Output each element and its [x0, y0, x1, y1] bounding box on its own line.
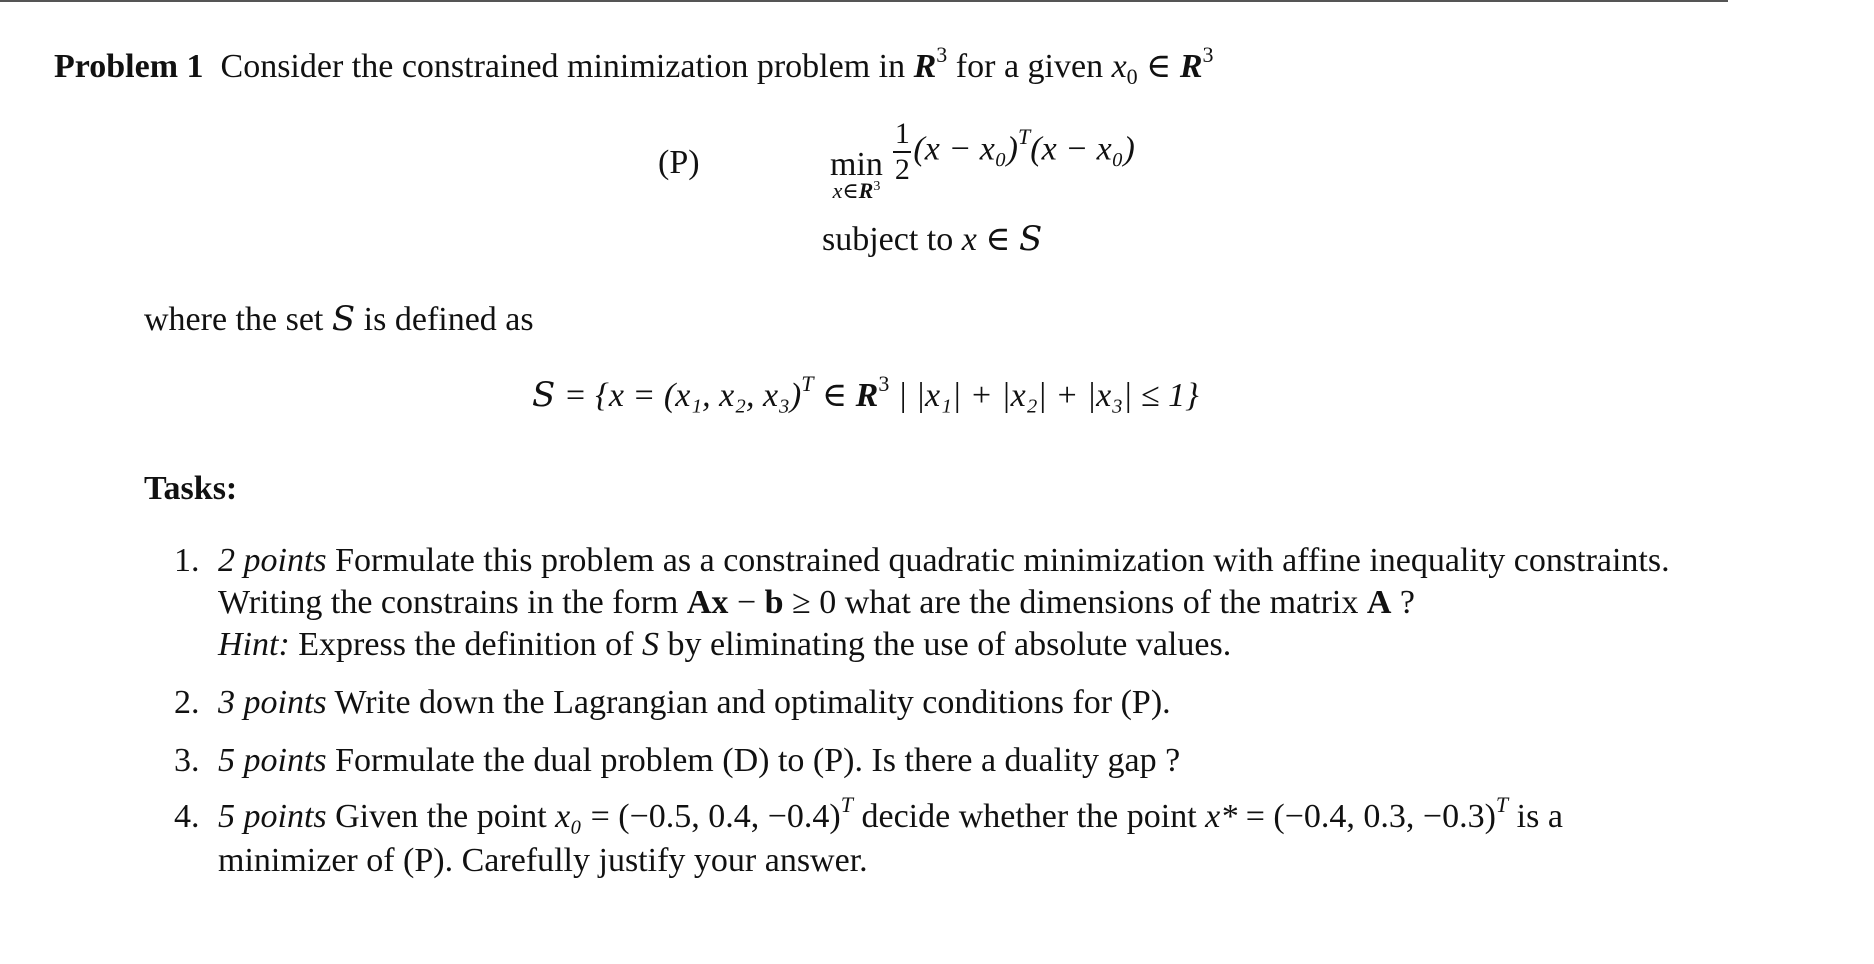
where-line: where the set S is defined as	[144, 299, 534, 339]
problem-intro-line: Problem 1 Consider the constrained minimization problem in $R^3$ for a given $x_0$ ∈ $R^3$	[54, 42, 1214, 89]
task-1: 1. 2 points Formulate this problem as a constrained quadratic minimization with affine inequality constraints.	[174, 542, 1670, 579]
objective-formula: min $x\in R^3$ $\frac{1}{2}$ $(x - x_0)^T(x - x_0)$	[830, 117, 1135, 203]
task-1-line-2: Writing the constrains in the form Ax − b ≥ 0 what are the dimensions of the matrix A ?	[218, 584, 1415, 621]
min-operator: min $x\in R^3$	[830, 146, 883, 203]
problem-heading: Problem 1	[54, 48, 204, 85]
task-4-line-2: minimizer of (P). Carefully justify your answer.	[218, 842, 868, 879]
one-half-fraction: $\frac{1}{2}$	[894, 117, 910, 186]
set-definition: S = {x = (x₁, x₂, x₃)$^T$ ∈ $R^3$ | |x₁| + |x₂| + |x₃| ≤ 1}	[532, 371, 1199, 415]
task-4: 4. 5 points Given the point x₀ = (−0.5, 0.4, −0.4)$^T$ decide whether the point x* = (−0.4, 0.3, −0.3)$^T$ is a	[174, 792, 1563, 835]
task-1-hint: Hint: Express the definition of S by eliminating the use of absolute values.	[218, 626, 1232, 663]
intro-text: Consider the constrained minimization problem in	[220, 48, 914, 85]
constraint-line: subject to x ∈ S	[822, 219, 1043, 259]
tasks-heading: Tasks:	[144, 470, 238, 507]
problem-label: (P)	[658, 144, 700, 181]
top-rule	[0, 0, 1728, 2]
task-2: 2. 3 points Write down the Lagrangian and optimality conditions for (P).	[174, 684, 1171, 721]
task-3: 3. 5 points Formulate the dual problem (D) to (P). Is there a duality gap ?	[174, 742, 1181, 779]
